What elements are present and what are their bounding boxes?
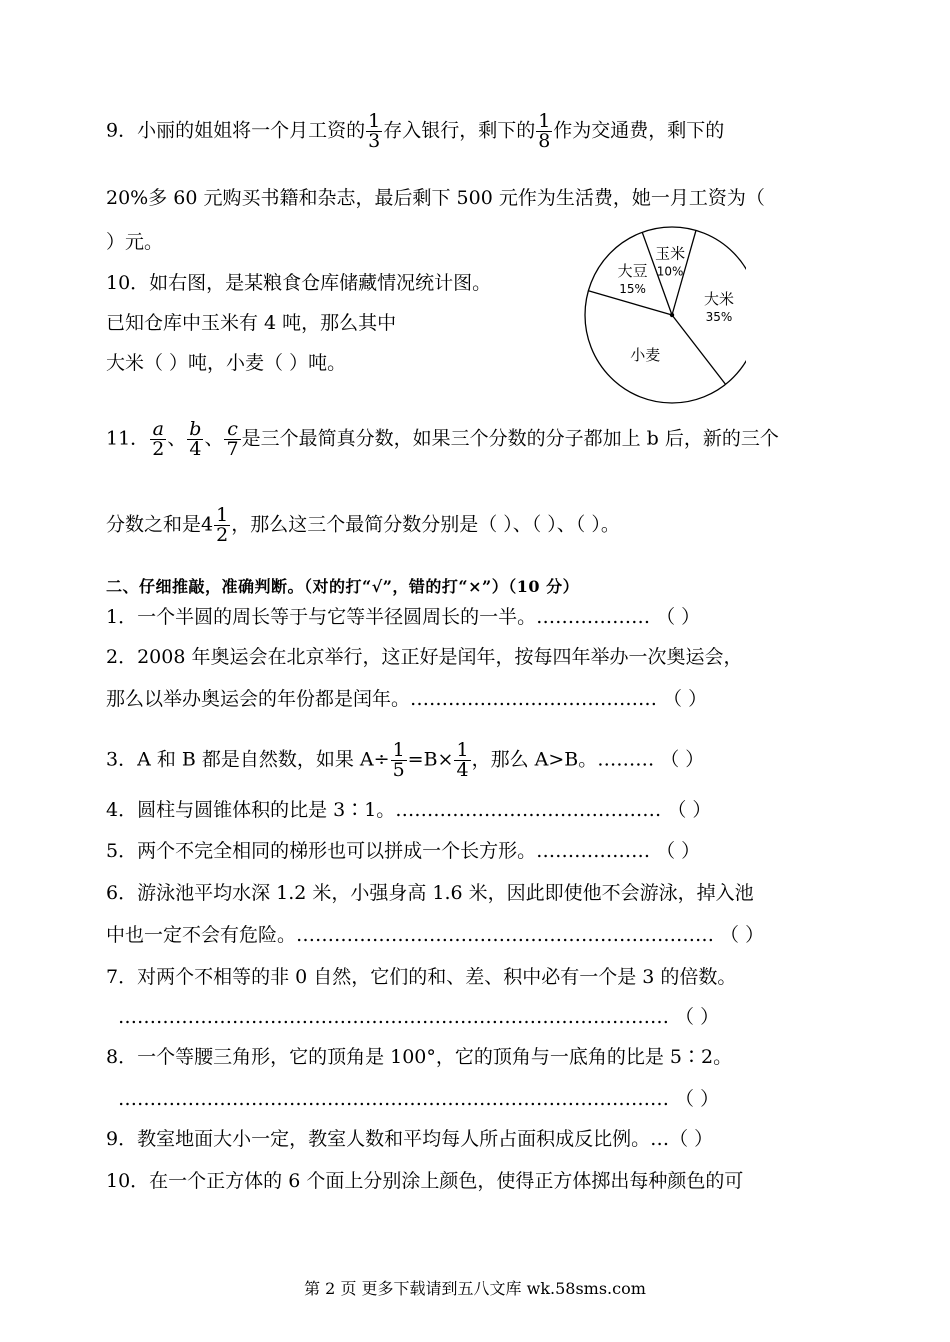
q9-line1: 9．小丽的姐姐将一个月工资的 $\frac{1}{3}$ 存入银行，剩下的 $\frac{1}{8}$ 作为交通费，剩下的 <box>106 110 725 152</box>
mixed-fraction-part: $\frac{1}{2}$ <box>216 504 229 546</box>
judge-item-7-line1: 7．对两个不相等的非 0 自然，它们的和、差、积中必有一个是 3 的倍数。 <box>106 966 737 988</box>
judge-item-2-line2: 那么以举办奥运会的年份都是闰年。………………………………… （ ） <box>106 688 708 710</box>
pie-percent-2: 35% <box>705 309 733 324</box>
q10-line2: 已知仓库中玉米有 4 吨，那么其中 <box>106 312 397 334</box>
judge-item-5: 5．两个不完全相同的梯形也可以拼成一个长方形。……………… （ ） <box>106 840 701 862</box>
section2-heading: 二、仔细推敲，准确判断。（对的打“√”，错的打“×”）（10 分） <box>106 577 580 596</box>
pie-percent-1: 10% <box>656 264 684 279</box>
judge-item-8-line1: 8．一个等腰三角形，它的顶角是 100°，它的顶角与一底角的比是 5∶2。 <box>106 1046 733 1068</box>
judge-item-3: 3．A 和 B 都是自然数，如果 A÷ $\frac{1}{5}$ =B× $\frac{1}{4}$ ，那么 A>B。……… （ ） <box>106 739 705 781</box>
judge-item-1: 1．一个半圆的周长等于与它等半径圆周长的一半。……………… （ ） <box>106 606 701 628</box>
pie-percent-4: 15% <box>619 281 646 296</box>
pie-label-1: 玉米 <box>655 244 686 263</box>
q9-line3: ）元。 <box>106 231 164 253</box>
judge-item-4: 4．圆柱与圆锥体积的比是 3∶1。…………………………………… （ ） <box>106 799 712 821</box>
judge-item-8-line2: …………………………………………………………………………… （ ） <box>118 1088 720 1110</box>
fraction-one-third: $\frac{1}{3}$ <box>368 110 381 152</box>
judge-item-9: 9．教室地面大小一定，教室人数和平均每人所占面积成反比例。…（ ） <box>106 1128 714 1150</box>
page-footer: 第 2 页 更多下载请到五八文库 wk.58sms.com <box>304 1279 646 1298</box>
grain-storage-pie-chart <box>576 226 746 410</box>
pie-label-4: 大豆 <box>617 261 648 280</box>
pie-center-dot <box>670 313 674 317</box>
q10-line3: 大米（ ）吨，小麦（ ）吨。 <box>106 352 347 374</box>
judge-item-6-line1: 6．游泳池平均水深 1.2 米，小强身高 1.6 米，因此即使他不会游泳，掉入池 <box>106 882 754 904</box>
q11-line1: 11． $\frac{a}{2}$ 、 $\frac{b}{4}$ 、 $\frac{c}{7}$ 是三个最简真分数，如果三个分数的分子都加上 b 后，新的三个 <box>106 418 779 460</box>
q10-line1: 10．如右图，是某粮食仓库储藏情况统计图。 <box>106 272 492 294</box>
fraction-one-fourth: $\frac{1}{4}$ <box>456 739 469 781</box>
fraction-one-fifth: $\frac{1}{5}$ <box>392 739 405 781</box>
fraction-b-over-4: $\frac{b}{4}$ <box>189 418 202 460</box>
q9-line2: 20%多 60 元购买书籍和杂志，最后剩下 500 元作为生活费，她一月工资为（ <box>106 187 765 209</box>
fraction-one-eighth: $\frac{1}{8}$ <box>538 110 551 152</box>
fraction-c-over-7: $\frac{c}{7}$ <box>226 418 239 460</box>
judge-item-10-line1: 10．在一个正方体的 6 个面上分别涂上颜色，使得正方体掷出每种颜色的可 <box>106 1170 744 1192</box>
q11-line2: 分数之和是4 $\frac{1}{2}$ ，那么这三个最简分数分别是（ ）、（ ）、（ ）。 <box>106 504 620 546</box>
judge-item-2-line1: 2．2008 年奥运会在北京举行，这正好是闰年，按每四年举办一次奥运会， <box>106 646 743 668</box>
fraction-a-over-2: $\frac{a}{2}$ <box>152 418 165 460</box>
pie-label-2: 大米 <box>703 289 735 308</box>
judge-item-7-line2: …………………………………………………………………………… （ ） <box>118 1006 720 1028</box>
pie-label-3: 小麦 <box>630 346 661 365</box>
judge-item-6-line2: 中也一定不会有危险。………………………………………………………… （ ） <box>106 924 765 946</box>
